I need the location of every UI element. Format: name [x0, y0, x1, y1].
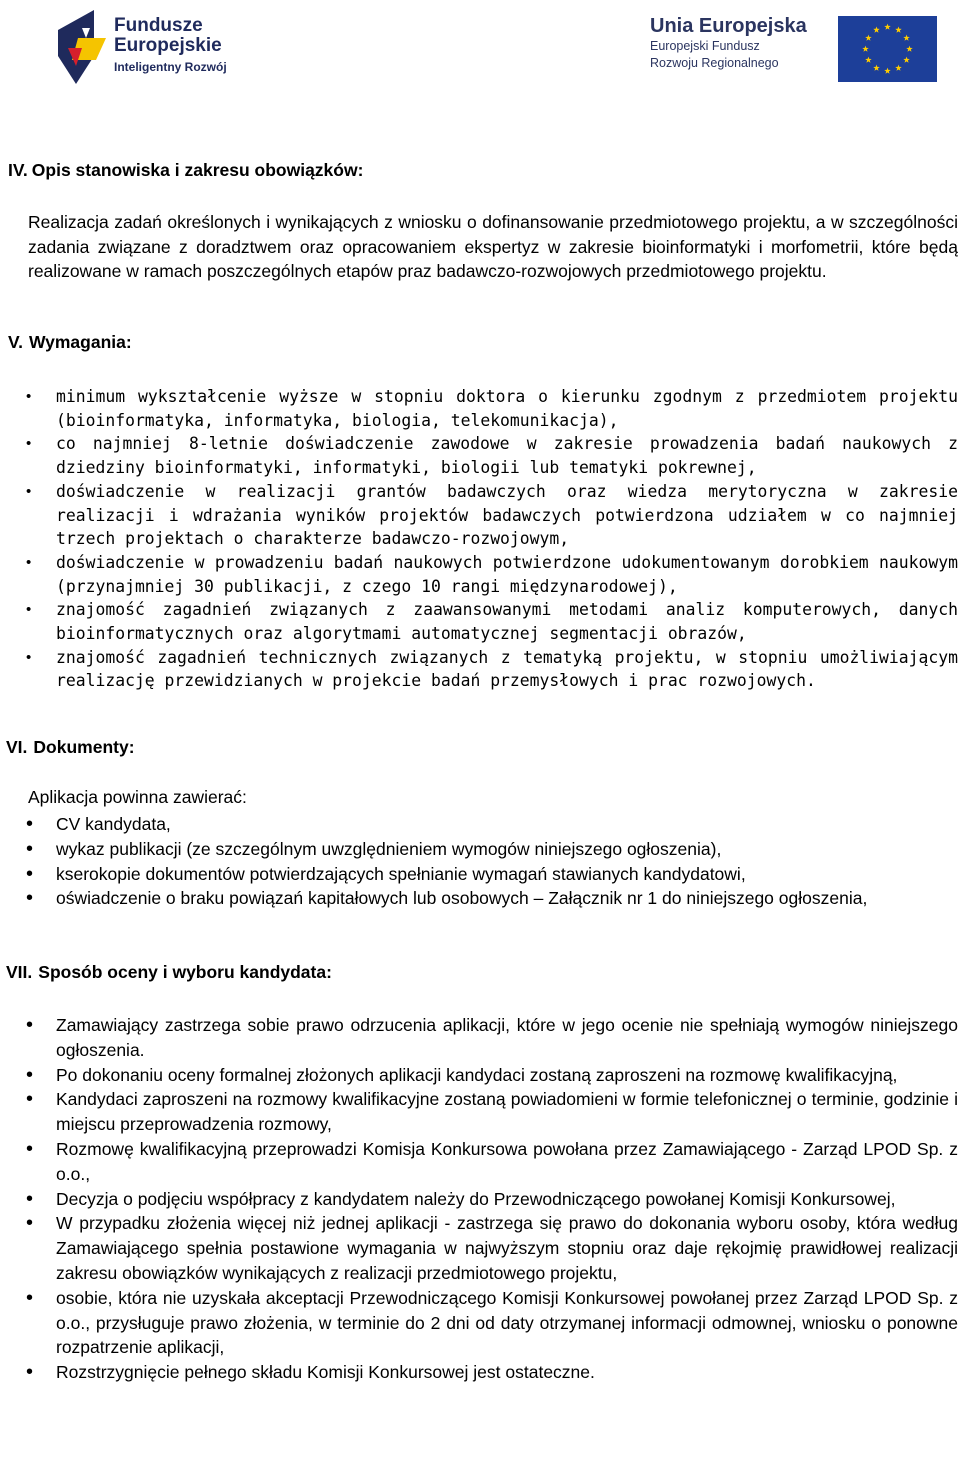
list-item: • Decyzja o podjęciu współpracy z kandydatem należy do Przewodniczącego powołanej Komisji Konkursowej, [0, 1187, 958, 1212]
fe-logo-line3: Inteligentny Rozwój [114, 60, 227, 74]
eu-flag-icon [838, 16, 937, 82]
section-6-heading [6, 737, 135, 758]
list-item: • oświadczenie o braku powiązań kapitałowych lub osobowych – Załącznik nr 1 do niniejszego ogłoszenia, [0, 886, 958, 911]
fe-logo-line1: Fundusze [114, 15, 203, 36]
list-item: • osobie, która nie uzyskała akceptacji Przewodniczącego Komisji Konkursowej powołanej przez Zarząd LPOD Sp. z o.o., przysługuje prawo złożenia, w terminie do 2 dni od daty otrzymanej informacji odmownej, wniosku o ponowne rozpatrzenie aplikacji, [0, 1286, 958, 1360]
list-item: • Rozmowę kwalifikacyjną przeprowadzi Komisja Konkursowa powołana przez Zamawiającego - Zarząd LPOD Sp. z o.o., [0, 1137, 958, 1187]
list-item: • Kandydaci zaproszeni na rozmowy kwalifikacyjne zostaną powiadomieni w formie telefonicznej o terminie, godzinie i miejscu przeprowadzenia rozmowy, [0, 1087, 958, 1137]
section-5-heading [8, 332, 132, 353]
list-item: • znajomość zagadnień technicznych związanych z tematyką projektu, w stopniu umożliwiającym realizację przewidzianych w projekcie badań przemysłowych i prac rozwojowych. [0, 646, 958, 693]
list-item: • Po dokonaniu oceny formalnej złożonych aplikacji kandydaci zostaną zaproszeni na rozmowę kwalifikacyjną, [0, 1063, 958, 1088]
ue-logo-line1: Unia Europejska [650, 15, 807, 37]
list-item: • doświadczenie w prowadzeniu badań naukowych potwierdzone udokumentowanym dorobkiem naukowym (przynajmniej 30 publikacji, z czego 10 rangi międzynarodowej), [0, 551, 958, 598]
list-item: • doświadczenie w realizacji grantów badawczych oraz wiedza merytoryczna w zakresie realizacji i wdrażania wyników projektów badawczych potwierdzona udziałem w co najmniej trzech projektach o charakterze badawczo-rozwojowym, [0, 480, 958, 551]
section-5-number: V. [8, 332, 23, 352]
ue-logo-line2: Europejski Fundusz [650, 39, 760, 53]
section-6-number: VI. [6, 737, 28, 757]
section-5-title: Wymagania: [28, 332, 132, 352]
section-7-heading [6, 962, 332, 983]
list-item: • minimum wykształcenie wyższe w stopniu doktora o kierunku zgodnym z przedmiotem projektu (bioinformatyka, informatyka, biologia, telekomunikacja), [0, 385, 958, 432]
fe-star-icon [56, 8, 110, 86]
list-item: • Rozstrzygnięcie pełnego składu Komisji Konkursowej jest ostateczne. [0, 1360, 958, 1385]
list-item: • W przypadku złożenia więcej niż jednej aplikacji - zastrzega się prawo do dokonania wyboru osoby, która według Zamawiającego spełnia postawione wymagania w najwyższym stopniu oraz daje rękojmię prawidłowej realizacji zakresu obowiązków wynikających z realizacji przedmiotowego projektu, [0, 1211, 958, 1285]
fundusze-europejskie-logo [56, 8, 296, 88]
section-4-title: Opis stanowiska i zakresu obowiązków: [31, 160, 364, 180]
evaluation-list [0, 1013, 958, 1385]
documents-intro: Aplikacja powinna zawierać: [28, 787, 247, 807]
section-4-text: Realizacja zadań określonych i wynikających z wniosku o dofinansowanie przedmiotowego projektu, a w szczególności zadania związane z doradztwem oraz opracowaniem ekspertyz w zakresie bioinformatyki i morfometrii, które będą realizowane w ramach poszczególnych etapów praz badawczo-rozwojowych przedmiotowego projektu. [28, 212, 958, 281]
list-item: • wykaz publikacji (ze szczególnym uwzględnieniem wymogów niniejszego ogłoszenia), [0, 837, 958, 862]
section-4-number: IV. [8, 160, 28, 180]
section-7-number: VII. [6, 962, 33, 982]
section-7-title: Sposób oceny i wyboru kandydata: [38, 962, 332, 982]
requirements-list [0, 385, 958, 693]
ue-logo-line3: Rozwoju Regionalnego [650, 56, 779, 70]
list-item: • co najmniej 8-letnie doświadczenie zawodowe w zakresie prowadzenia badań naukowych z dziedziny bioinformatyki, informatyki, biologii lub tematyki pokrewnej, [0, 432, 958, 479]
documents-list [0, 812, 958, 911]
list-item: • CV kandydata, [0, 812, 958, 837]
section-4-heading [8, 160, 363, 181]
fe-logo-line2: Europejskie [114, 35, 222, 56]
list-item: • Zamawiający zastrzega sobie prawo odrzucenia aplikacji, które w jego ocenie nie spełniają wymogów niniejszego ogłoszenia. [0, 1013, 958, 1063]
section-6-title: Dokumenty: [33, 737, 135, 757]
list-item: • kserokopie dokumentów potwierdzających spełnianie wymagań stawianych kandydatowi, [0, 862, 958, 887]
unia-europejska-logo [650, 12, 940, 84]
list-item: • znajomość zagadnień związanych z zaawansowanymi metodami analiz komputerowych, danych bioinformatycznych oraz algorytmami automatycznej segmentacji obrazów, [0, 598, 958, 645]
